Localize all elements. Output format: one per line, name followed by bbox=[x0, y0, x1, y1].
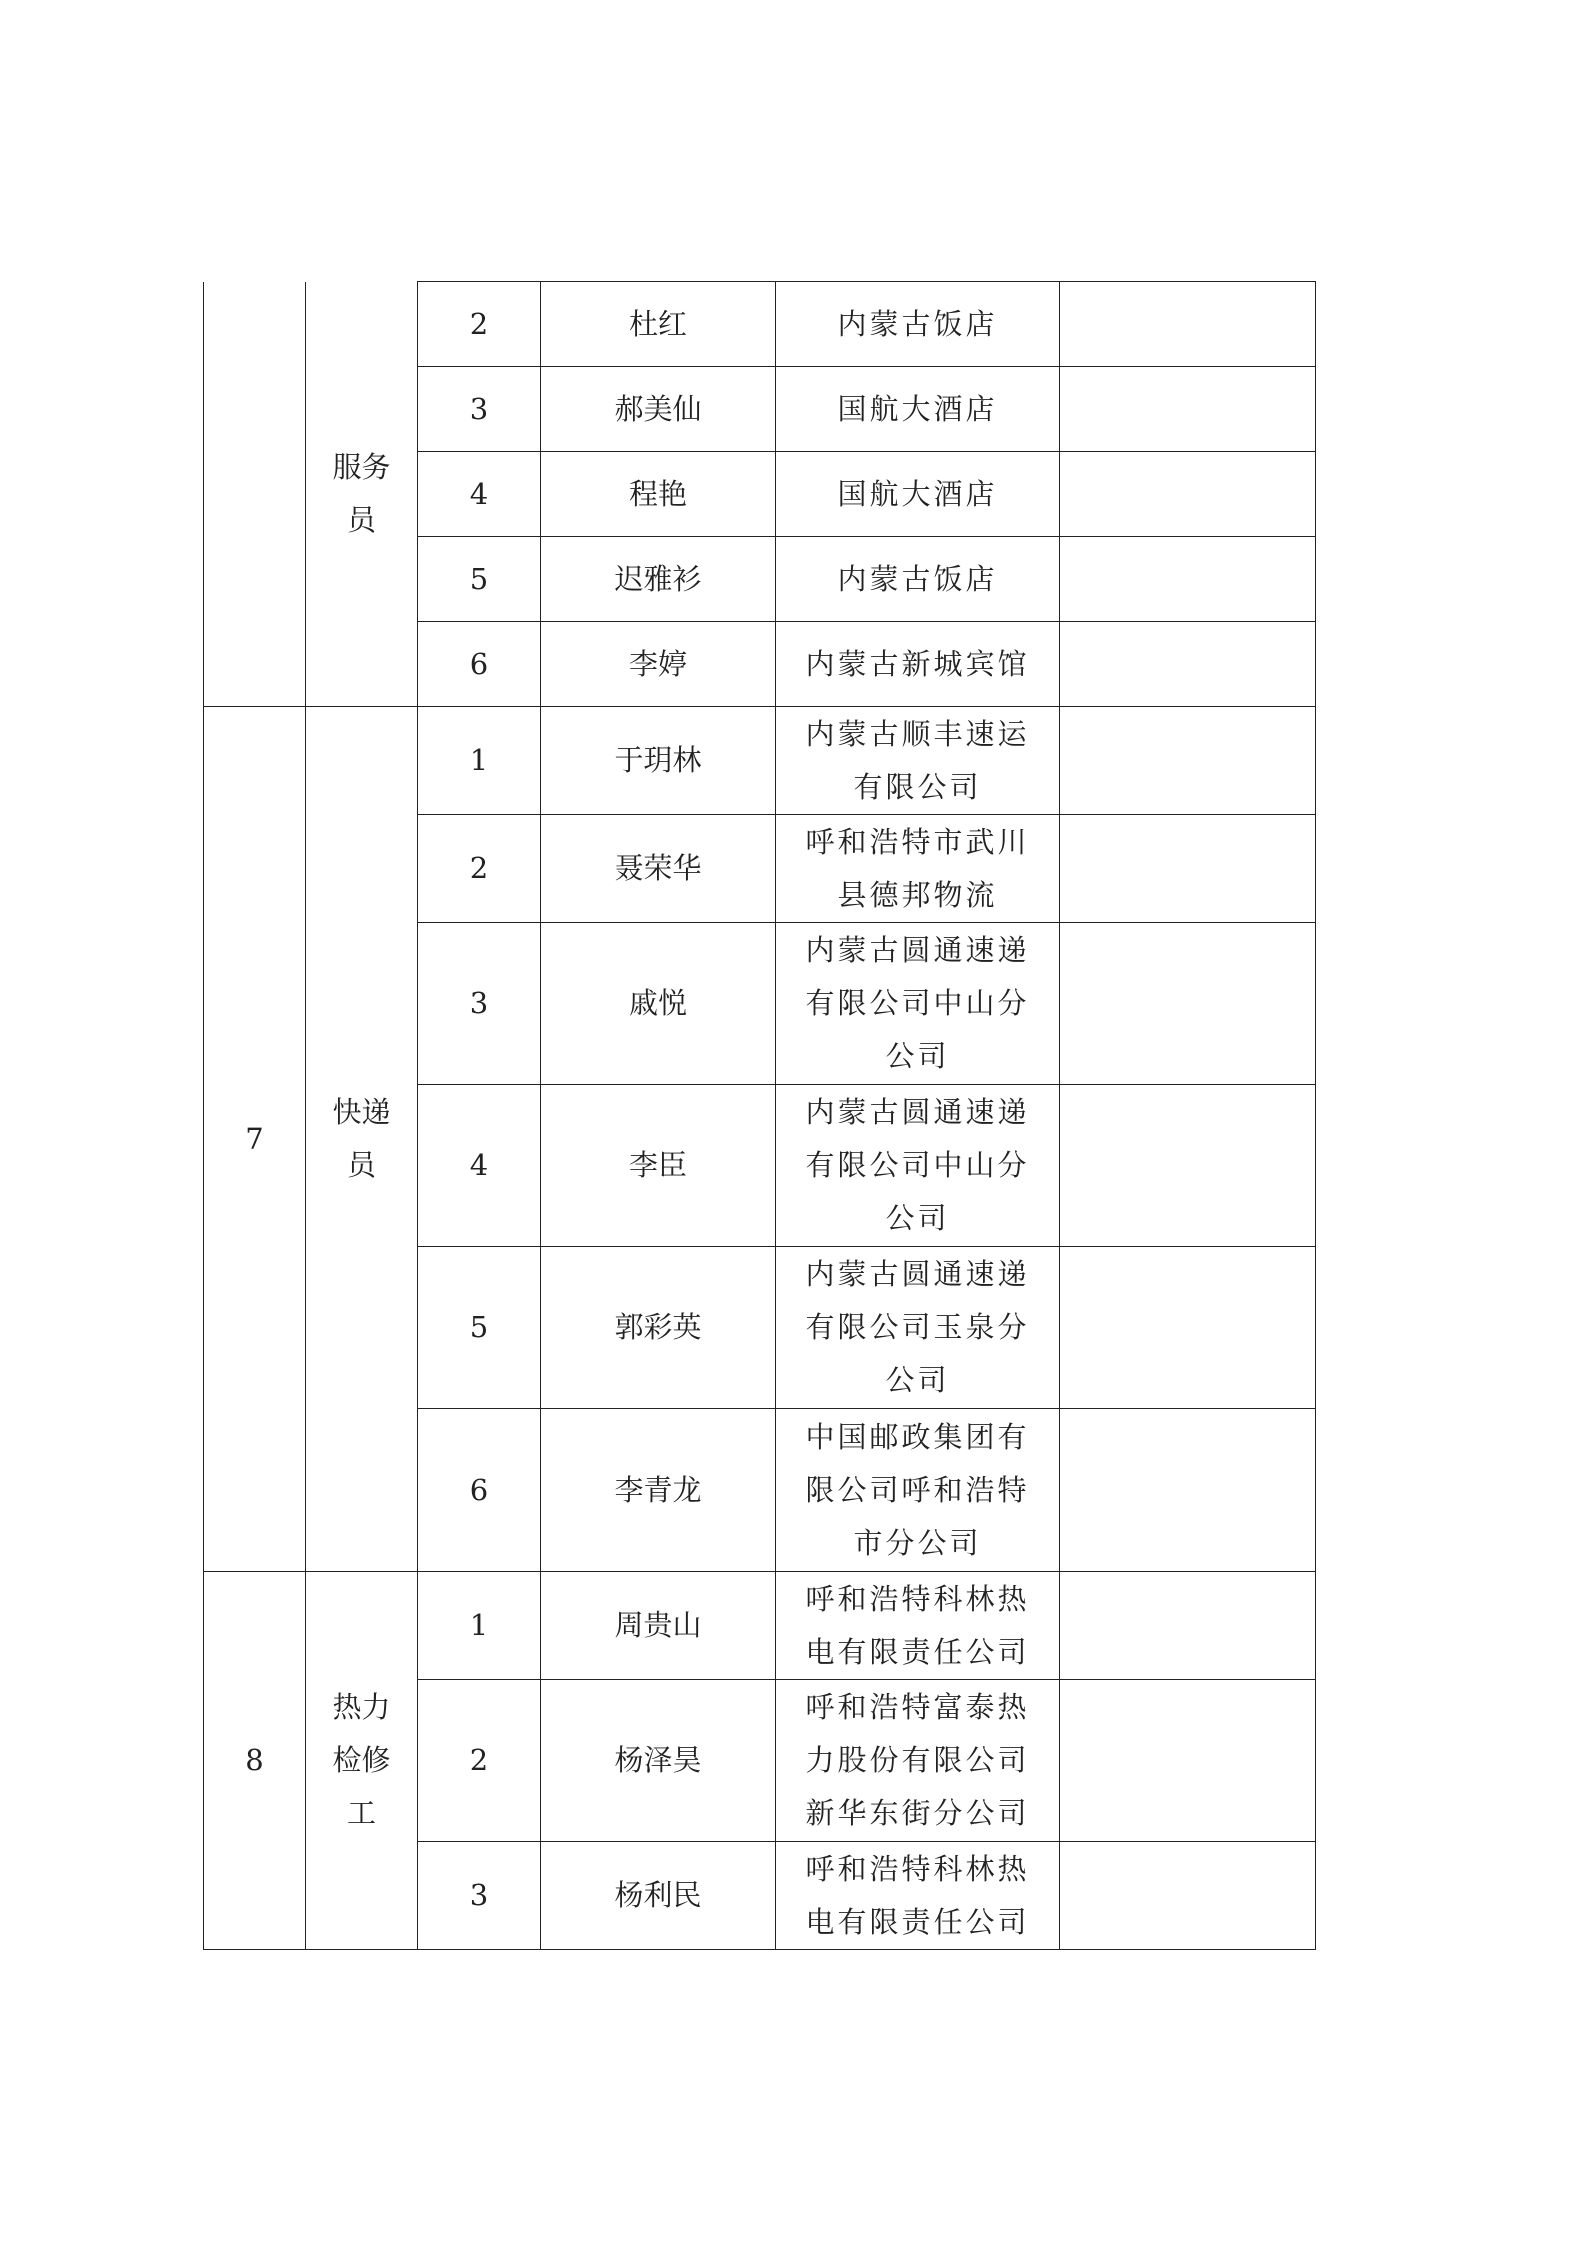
name-cell: 杜红 bbox=[541, 282, 776, 367]
name-cell: 聂荣华 bbox=[541, 815, 776, 923]
name-cell: 程艳 bbox=[541, 452, 776, 537]
name-cell: 于玥林 bbox=[541, 707, 776, 815]
seq-cell: 2 bbox=[418, 282, 541, 367]
seq-cell: 3 bbox=[418, 1842, 541, 1950]
seq-cell: 3 bbox=[418, 367, 541, 452]
name-cell: 李婷 bbox=[541, 622, 776, 707]
note-cell bbox=[1060, 1842, 1316, 1950]
company-cell: 内蒙古顺丰速运 有限公司 bbox=[776, 707, 1060, 815]
name-cell: 李青龙 bbox=[541, 1409, 776, 1572]
seq-cell: 4 bbox=[418, 1085, 541, 1247]
personnel-table bbox=[203, 281, 1316, 1950]
company-cell: 内蒙古饭店 bbox=[776, 282, 1060, 367]
company-cell: 呼和浩特科林热 电有限责任公司 bbox=[776, 1842, 1060, 1950]
company-cell: 内蒙古圆通速递 有限公司玉泉分 公司 bbox=[776, 1247, 1060, 1409]
company-cell: 国航大酒店 bbox=[776, 452, 1060, 537]
note-cell bbox=[1060, 1247, 1316, 1409]
table-row bbox=[204, 707, 1316, 815]
company-cell: 内蒙古饭店 bbox=[776, 537, 1060, 622]
company-cell: 呼和浩特市武川 县德邦物流 bbox=[776, 815, 1060, 923]
note-cell bbox=[1060, 1680, 1316, 1842]
name-cell: 杨泽昊 bbox=[541, 1680, 776, 1842]
seq-cell: 3 bbox=[418, 923, 541, 1085]
note-cell bbox=[1060, 815, 1316, 923]
seq-cell: 2 bbox=[418, 1680, 541, 1842]
note-cell bbox=[1060, 923, 1316, 1085]
company-cell: 内蒙古圆通速递 有限公司中山分 公司 bbox=[776, 1085, 1060, 1247]
name-cell: 戚悦 bbox=[541, 923, 776, 1085]
seq-cell: 5 bbox=[418, 537, 541, 622]
seq-cell: 2 bbox=[418, 815, 541, 923]
company-cell: 国航大酒店 bbox=[776, 367, 1060, 452]
seq-cell: 4 bbox=[418, 452, 541, 537]
note-cell bbox=[1060, 1085, 1316, 1247]
name-cell: 郝美仙 bbox=[541, 367, 776, 452]
seq-cell: 1 bbox=[418, 1572, 541, 1680]
table-row bbox=[204, 282, 1316, 367]
seq-cell: 5 bbox=[418, 1247, 541, 1409]
name-cell: 李臣 bbox=[541, 1085, 776, 1247]
table-row bbox=[204, 1572, 1316, 1680]
group-number-cell: 7 bbox=[204, 707, 306, 1572]
name-cell: 郭彩英 bbox=[541, 1247, 776, 1409]
seq-cell: 1 bbox=[418, 707, 541, 815]
note-cell bbox=[1060, 622, 1316, 707]
job-type-cell: 热力 检修 工 bbox=[306, 1572, 418, 1950]
job-type-cell: 快递 员 bbox=[306, 707, 418, 1572]
name-cell: 迟雅衫 bbox=[541, 537, 776, 622]
note-cell bbox=[1060, 537, 1316, 622]
note-cell bbox=[1060, 1409, 1316, 1572]
seq-cell: 6 bbox=[418, 1409, 541, 1572]
group-number-cell bbox=[204, 282, 306, 707]
name-cell: 周贵山 bbox=[541, 1572, 776, 1680]
group-number-cell: 8 bbox=[204, 1572, 306, 1950]
note-cell bbox=[1060, 452, 1316, 537]
company-cell: 内蒙古圆通速递 有限公司中山分 公司 bbox=[776, 923, 1060, 1085]
company-cell: 呼和浩特富泰热 力股份有限公司 新华东街分公司 bbox=[776, 1680, 1060, 1842]
note-cell bbox=[1060, 707, 1316, 815]
company-cell: 呼和浩特科林热 电有限责任公司 bbox=[776, 1572, 1060, 1680]
note-cell bbox=[1060, 1572, 1316, 1680]
company-cell: 内蒙古新城宾馆 bbox=[776, 622, 1060, 707]
note-cell bbox=[1060, 367, 1316, 452]
seq-cell: 6 bbox=[418, 622, 541, 707]
company-cell: 中国邮政集团有 限公司呼和浩特 市分公司 bbox=[776, 1409, 1060, 1572]
name-cell: 杨利民 bbox=[541, 1842, 776, 1950]
note-cell bbox=[1060, 282, 1316, 367]
job-type-cell: 服务 员 bbox=[306, 282, 418, 707]
